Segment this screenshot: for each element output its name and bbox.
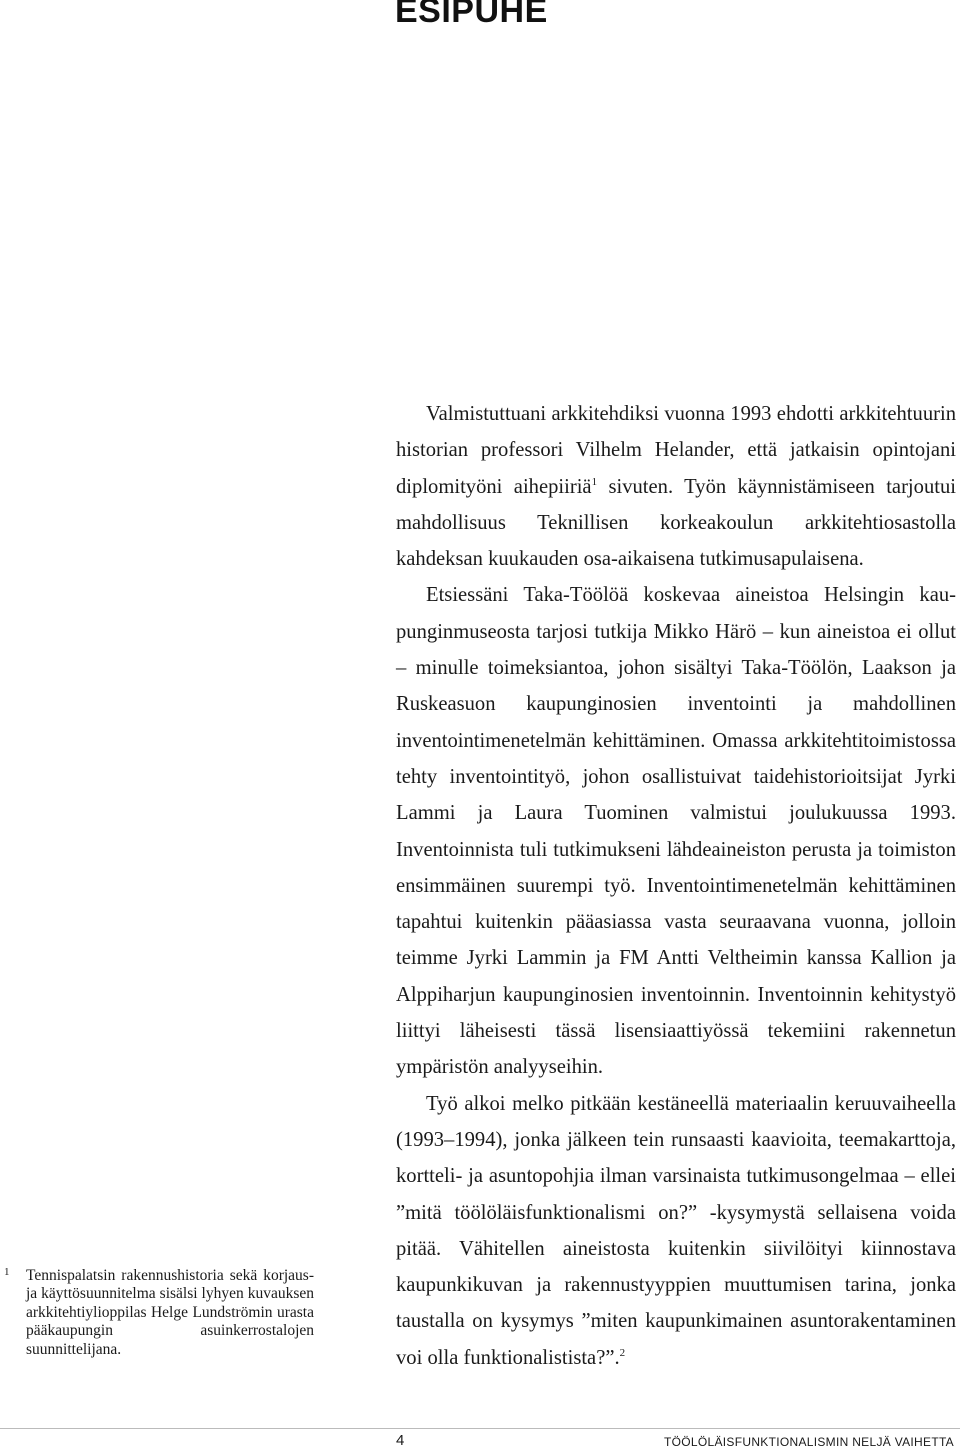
running-title: TÖÖLÖLÄISFUNKTIONALISMIN NELJÄ VAIHETTA bbox=[664, 1435, 954, 1449]
paragraph-3 bbox=[396, 1086, 956, 1376]
paragraph-1 bbox=[396, 396, 956, 577]
footnote bbox=[4, 1267, 314, 1359]
footnote-ref-2[interactable]: 2 bbox=[619, 1346, 626, 1359]
page-number: 4 bbox=[396, 1432, 405, 1449]
paragraph-3-text: Työ alkoi melko pitkään kestäneellä materiaalin keruuvaiheella (1993–1994), jonka jälkeen tein runsaasti kaavioita, teemakarttoja, kortteli- ja asuntopohjia ilman varsinaista tutkimusongelmaa – ellei ”mitä töölöläisfunktionalismi on?” -kysymystä sellaisena voida pitää. Vähitellen aineistosta kuitenkin siivilöityi kiinnostava kaupunkikuvan ja rakennustyyppien muuttumisen tarina, jonka taustalla on kysymys ”miten kaupunkimainen asuntorakentaminen voi olla funktionalistista?”. bbox=[396, 1092, 956, 1369]
footnote-ref-1[interactable]: 1 bbox=[591, 475, 598, 488]
footnote-text: Tennispalatsin rakennushistoria sekä korjaus- ja käyttösuunnitelma sisälsi lyhyen kuvauksen arkkitehtiylioppilas Helge Lundströmin urasta pääkaupungin asuinkerrostalojen suunnittelijana. bbox=[26, 1267, 314, 1358]
paragraph-2: Etsiessäni Taka-Töölöä koskevaa aineistoa Helsingin kaupunginmuseosta tarjosi tutkija Mikko Härö – kun aineistoa ei ollut – minulle toimeksiantoa, johon sisältyi Taka-Töölön, Laakson ja Ruskeasuon kaupunginosien inventointi ja mahdollinen inventointimenetelmän kehittäminen. Omassa arkkitehtitoimistossa tehty inventointityö, johon osallistuivat taidehistorioitsijat Jyrki Lammi ja Laura Tuominen valmistui joulukuussa 1993. Inventoinnista tuli tutkimukseni lähdeaineiston perusta ja toimiston ensimmäinen suurempi työ. Inventointimenetelmän kehittäminen tapahtui kuitenkin pääasiassa vasta seuraavana vuonna, jolloin teimme Jyrki Lammin ja FM Antti Veltheimin kanssa Kallion ja Alppiharjun kaupunginosien inventoinnin. Inventoinnin kehitystyö liittyi läheisesti tässä lisensiaattiyössä tekemiini rakennetun ympäristön analyyseihin. bbox=[396, 584, 956, 1079]
paragraph-1-text-cont: sivuten. Työn käynnistämiseen tarjoutui mahdollisuus Teknillisen korkeakoulun arkkitehtiosastolla kahdeksan kuukauden osa-aikaisena tutkimusapulaisena. bbox=[396, 475, 956, 571]
footnote-number: 1 bbox=[4, 1266, 10, 1278]
footer-divider bbox=[0, 1428, 960, 1429]
page-title: ESIPUHE bbox=[395, 0, 548, 30]
paragraph-1-text: Valmistuttuani arkkitehdiksi vuonna 1993 ehdotti arkkitehtuurin historian professori Vilhelm Helander, että jatkaisin opintojani diplomityöni aihepiiriä bbox=[396, 403, 956, 498]
body-text bbox=[396, 396, 956, 1376]
